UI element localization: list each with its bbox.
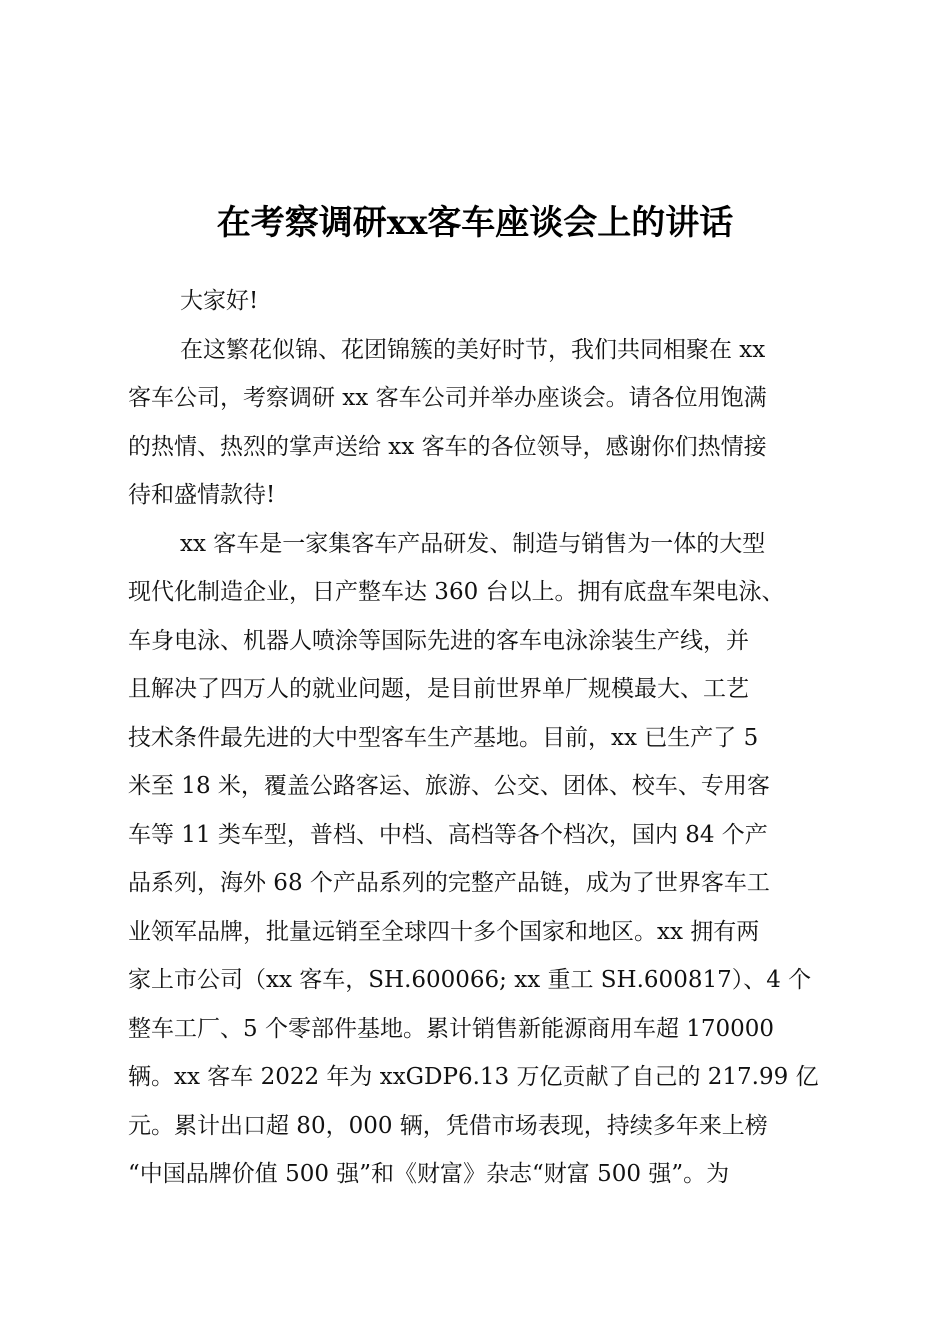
text-line: 且解决了四万人的就业问题，是目前世界单厂规模最大、工艺 xyxy=(128,676,749,702)
text-line: xx 客车是一家集客车产品研发、制造与销售为一体的大型 xyxy=(180,530,766,557)
text-line: “中国品牌价值 500 强”和《财富》杂志“财富 500 强”。为 xyxy=(128,1161,730,1187)
text-line: 现代化制造企业，日产整车达 360 台以上。拥有底盘车架电泳、 xyxy=(128,579,785,605)
text-line: 业领军品牌，批量远销至全球四十多个国家和地区。xx 拥有两 xyxy=(128,918,760,945)
text-line: 车身电泳、机器人喷涂等国际先进的客车电泳涂装生产线，并 xyxy=(128,627,749,654)
text-line: 的热情、热烈的掌声送给 xx 客车的各位领导，感谢你们热情接 xyxy=(128,433,767,460)
text-line: 技术条件最先进的大中型客车生产基地。目前，xx 已生产了 5 xyxy=(128,724,759,751)
text-line: 辆。xx 客车 2022 年为 xxGDP6.13 万亿贡献了自己的 217.99 亿 xyxy=(128,1064,819,1090)
text-line: 待和盛情款待! xyxy=(128,482,276,508)
text-line: 车等 11 类车型，普档、中档、高档等各个档次，国内 84 个产 xyxy=(128,821,768,848)
text-line: 在这繁花似锦、花团锦簇的美好时节，我们共同相聚在 xx xyxy=(180,336,766,363)
text-line: 大家好! xyxy=(180,288,259,314)
text-line: 整车工厂、5 个零部件基地。累计销售新能源商用车超 170000 xyxy=(128,1015,775,1042)
text-line: 客车公司，考察调研 xx 客车公司并举办座谈会。请各位用饱满 xyxy=(128,385,767,411)
document-body xyxy=(128,277,840,1199)
text-line: 米至 18 米，覆盖公路客运、旅游、公交、团体、校车、专用客 xyxy=(128,773,770,799)
text-line: 元。累计出口超 80，000 辆，凭借市场表现，持续多年来上榜 xyxy=(128,1112,768,1139)
text-line: 家上市公司（xx 客车，SH.600066; xx 重工 SH.600817）、4 个 xyxy=(128,967,812,993)
document-title: 在考察调研xx客车座谈会上的讲话 xyxy=(216,203,734,243)
text-line: 品系列，海外 68 个产品系列的完整产品链，成为了世界客车工 xyxy=(128,870,770,896)
